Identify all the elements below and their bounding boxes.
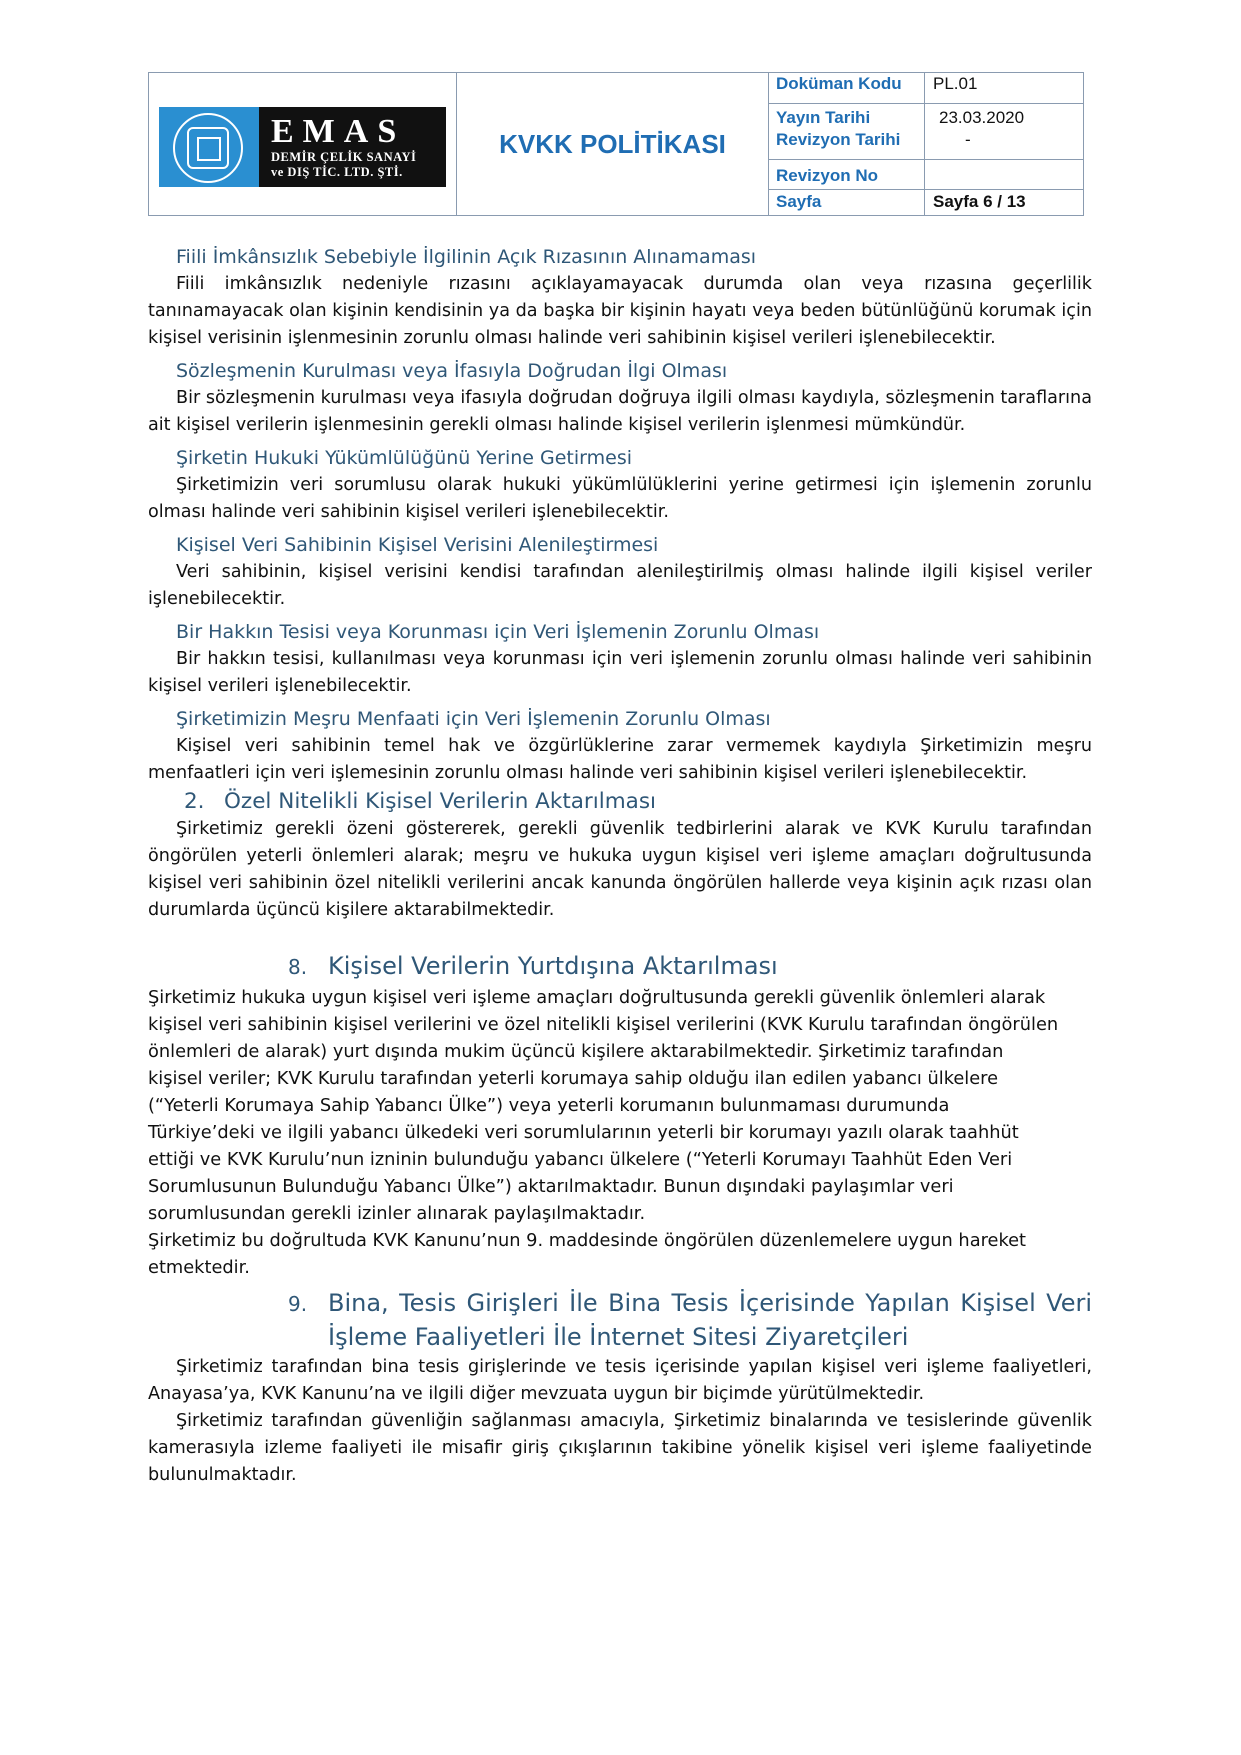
meta-row-revision-date <box>769 130 1083 160</box>
section-8-body: Şirketimiz hukuka uygun kişisel veri işleme amaçları doğrultusunda gerekli güvenlik önlemleri alarak kişisel veri sahibinin kişisel verilerini ve özel nitelikli kişisel verilerini (KVK Kurulu tarafından öngörülen önlemleri de alarak) yurt dışında mukim üçüncü kişilere aktarabilmektedir. Şirketimiz tarafından kişisel veriler; KVK Kurulu tarafından yeterli korumaya sahip olduğu ilan edilen yabancı ülkelere (“Yeterli Korumaya Sahip Yabancı Ülke”) veya yeterli korumanın bulunmaması durumunda Türkiye’deki ve ilgili yabancı ülkedeki veri sorumlularının yeterli bir korumayı yazılı olarak taahhüt ettiği ve KVK Kurulu’nun izninin bulunduğu yabancı ülkelere (“Yeterli Korumayı Taahhüt Eden Veri Sorumlusunun Bulunduğu Yabancı Ülke”) aktarılmaktadır. Bunun dışındaki paylaşımlar veri sorumlusundan gerekli izinler alınarak paylaşılmaktadır. Şirketimiz bu doğrultuda KVK Kanunu’nun 9. maddesinde öngörülen düzenlemelere uygun hareket etmektedir. <box>148 987 1059 1278</box>
subsection-special-category-transfer <box>148 787 1092 924</box>
section-paragraph: Bir sözleşmenin kurulması veya ifasıyla doğrudan doğruya ilgili olması kaydıyla, sözleşmenin taraflarına ait kişisel verilerin işlenmesinin gerekli olması halinde kişisel verilerin işlenmesi mümkündür. <box>148 388 1092 435</box>
meta-label: Doküman Kodu <box>769 73 925 103</box>
section-9-building-entrances <box>148 1287 1092 1489</box>
section-8-cross-border-transfer <box>148 950 1092 1281</box>
meta-label: Revizyon Tarihi <box>769 130 925 159</box>
section-paragraph: Şirketimiz tarafından bina tesis girişlerinde ve tesis içerisinde yapılan kişisel veri işleme faaliyetleri, Anayasa’ya, KVK Kanunu’na ve ilgili diğer mevzuata uygun bir biçimde yürütülmektedir. <box>148 1357 1092 1404</box>
section-heading: Şirketimizin Meşru Menfaati için Veri İşlemenin Zorunlu Olması <box>176 708 771 730</box>
section-contract <box>148 358 1092 439</box>
section-heading: Şirketin Hukuki Yükümlülüğünü Yerine Getirmesi <box>176 447 633 469</box>
subsection-number: 2. <box>184 789 205 814</box>
section-9-heading-line-2: İşleme Faaliyetleri İle İnternet Sitesi Ziyaretçileri <box>328 1323 909 1351</box>
section-heading: Fiili İmkânsızlık Sebebiyle İlgilinin Açık Rızasının Alınamaması <box>176 246 757 268</box>
section-factual-impossibility <box>148 244 1092 352</box>
company-logo <box>159 107 446 187</box>
section-paragraph: Şirketimizin veri sorumlusu olarak hukuki yükümlülüklerini yerine getirmesi için işlemenin zorunlu olması halinde veri sahibinin kişisel verileri işlenebilecektir. <box>148 475 1092 522</box>
section-paragraph: Şirketimiz tarafından güvenliğin sağlanması amacıyla, Şirketimiz binalarında ve tesislerinde güvenlik kamerasıyla izleme faaliyeti ile misafir giriş çıkışlarının takibine yönelik kişisel veri işleme faaliyetinde bulunulmaktadır. <box>148 1411 1092 1485</box>
company-line-1: DEMİR ÇELİK SANAYİ <box>271 150 417 164</box>
company-line-2: ve DIŞ TİC. LTD. ŞTİ. <box>271 165 403 179</box>
meta-row-document-code <box>769 73 1083 104</box>
meta-label: Revizyon No <box>769 160 925 189</box>
logo-emblem-icon <box>159 107 259 187</box>
document-title: KVKK POLİTİKASI <box>499 128 726 159</box>
section-8-heading: 8. Kişisel Verilerin Yurtdışına Aktarılması <box>148 950 1092 984</box>
meta-row-publish-date <box>769 104 1083 130</box>
meta-value: PL.01 <box>933 74 978 93</box>
section-legal-obligation <box>148 445 1092 526</box>
section-9-heading-line-1: 9. Bina, Tesis Girişleri İle Bina Tesis İçerisinde Yapılan Kişisel Veri <box>148 1287 1092 1321</box>
document-body <box>148 244 1092 1489</box>
logo-wordmark <box>259 107 446 187</box>
section-heading: Kişisel Veri Sahibinin Kişisel Verisini Alenileştirmesi <box>176 534 659 556</box>
page-number: Sayfa 6 / 13 <box>933 192 1026 211</box>
section-paragraph: Bir hakkın tesisi, kullanılması veya korunması için veri işlemenin zorunlu olması halinde veri sahibinin kişisel verileri işlenebilecektir. <box>148 649 1092 696</box>
company-name: EMAS <box>271 113 406 150</box>
section-legitimate-interest <box>148 706 1092 787</box>
section-paragraph: Kişisel veri sahibinin temel hak ve özgürlüklerine zarar vermemek kaydıyla Şirketimizin meşru menfaatleri için veri işlemesinin zorunlu olması halinde veri sahibinin kişisel verileri işlenebilecektir. <box>148 736 1092 783</box>
section-heading: Sözleşmenin Kurulması veya İfasıyla Doğrudan İlgi Olması <box>176 360 728 382</box>
section-number: 8. <box>288 955 308 979</box>
meta-value: - <box>965 130 971 149</box>
meta-row-page <box>769 190 1083 215</box>
logo-cell <box>149 73 457 215</box>
section-paragraph: Veri sahibinin, kişisel verisini kendisi tarafından alenileştirilmiş olması halinde ilgili kişisel veriler işlenebilecektir. <box>148 562 1092 609</box>
meta-label: Yayın Tarihi <box>769 104 925 130</box>
meta-row-revision-no <box>769 160 1083 190</box>
document-header-table <box>148 72 1084 216</box>
section-made-public <box>148 532 1092 613</box>
subsection-heading: 2. Özel Nitelikli Kişisel Verilerin Aktarılması <box>184 789 657 814</box>
meta-label: Sayfa <box>769 190 925 215</box>
meta-value: 23.03.2020 <box>939 108 1025 127</box>
section-establishing-right <box>148 619 1092 700</box>
section-heading: Bir Hakkın Tesisi veya Korunması için Veri İşlemenin Zorunlu Olması <box>176 621 820 643</box>
section-number: 9. <box>288 1292 308 1316</box>
section-paragraph: Fiili imkânsızlık nedeniyle rızasını açıklayamayacak durumda olan veya rızasına geçerlilik tanınamayacak olan kişinin kendisinin ya da başka bir kişinin hayatı veya beden bütünlüğünü korumak için kişisel verisinin işlenmesinin zorunlu olması halinde veri sahibinin kişisel verileri işlenebilecektir. <box>148 274 1092 348</box>
meta-value <box>925 160 1083 189</box>
title-cell <box>457 73 769 215</box>
section-paragraph: Şirketimiz gerekli özeni göstererek, gerekli güvenlik tedbirlerini alarak ve KVK Kurulu tarafından öngörülen yeterli önlemleri alarak; meşru ve hukuka uygun kişisel veri işleme amaçları doğrultusunda kişisel veri sahibinin özel nitelikli verilerini ancak kanunda öngörülen hallerde veya kişinin açık rızası olan durumlarda üçüncü kişilere aktarabilmektedir. <box>148 819 1092 920</box>
